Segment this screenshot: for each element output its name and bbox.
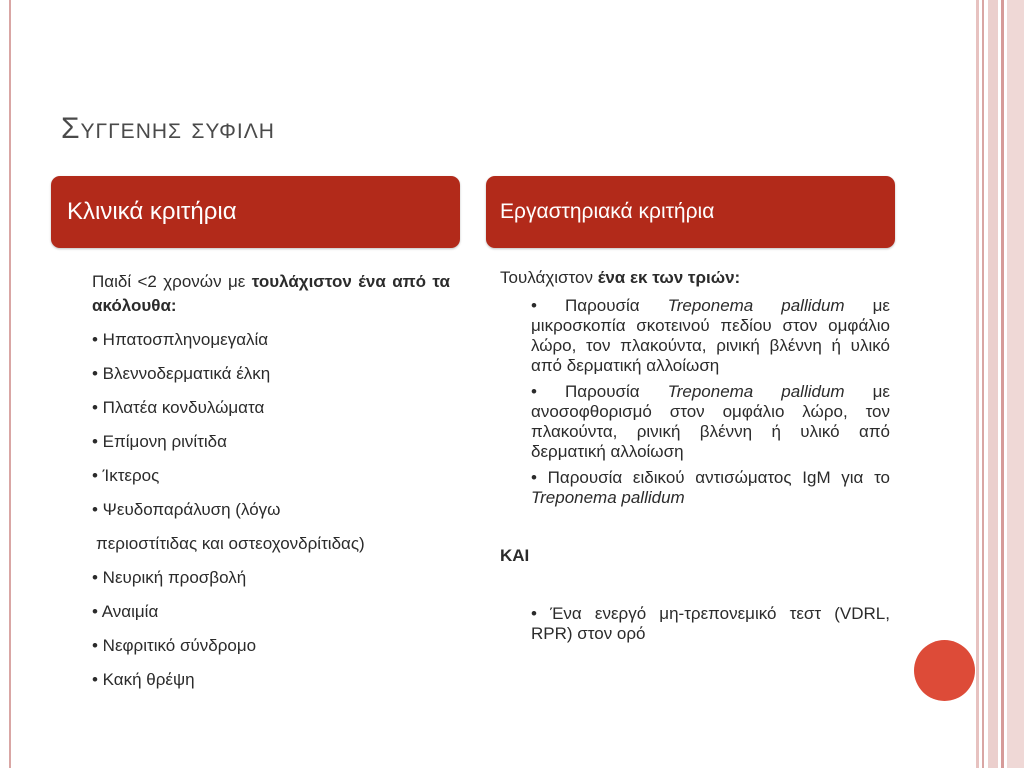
lab-intro-bold: ένα εκ των τριών: (597, 268, 741, 287)
lab-criteria-header-text: Εργαστηριακά κριτήρια (500, 200, 715, 223)
lab-criterion-1 (531, 296, 890, 376)
lab-criterion-1-organism: Treponema pallidum (667, 296, 845, 315)
clinical-intro (92, 270, 450, 318)
clinical-criteria-list (92, 270, 450, 692)
list-item: • Βλεννοδερματικά έλκη (92, 364, 271, 383)
lab-criterion-2-pre: • Παρουσία (531, 382, 668, 401)
lab-criterion-2-organism: Treponema pallidum (667, 382, 845, 401)
lab-criterion-1-post: με μικροσκοπία σκοτεινού πεδίου στον ομφάλιο λώρο, τον πλακούντα, ρινική βλέννη ή υλικό από δερματική αλλοίωση (531, 296, 890, 375)
lab-intro-plain: Τουλάχιστον (500, 268, 598, 287)
lab-criterion-3 (531, 468, 890, 508)
lab-criterion-2-post: με ανοσοφθορισμό στον ομφάλιο λώρο, τον πλακούντα, ρινική βλέννη ή υλικό από δερματική αλλοίωση (531, 382, 890, 461)
clinical-criteria-header (51, 176, 460, 248)
right-frame-stripes (976, 0, 1024, 768)
lab-intro (500, 268, 890, 288)
list-item: • Αναιμία (92, 602, 159, 621)
list-item: • Νευρική προσβολή (92, 568, 247, 587)
lab-criterion-2 (531, 382, 890, 462)
list-item: • Επίμονη ρινίτιδα (92, 432, 227, 451)
list-item: • Ψευδοπαράλυση (λόγω (92, 500, 281, 519)
clinical-intro-bold: τουλάχιστον ένα από τα ακόλουθα: (92, 272, 451, 315)
decorative-circle (914, 640, 975, 701)
lab-criteria-header (486, 176, 895, 248)
lab-criterion-3-organism: Treponema pallidum (531, 488, 685, 507)
list-item: • Ηπατοσπληνομεγαλία (92, 330, 269, 349)
clinical-criteria-header-text: Κλινικά κριτήρια (67, 198, 237, 225)
and-label: ΚΑΙ (500, 546, 530, 565)
non-treponemal-test: • Ένα ενεργό μη-τρεπονεμικό τεστ (VDRL, RPR) στον ορό (531, 604, 890, 643)
list-item: • Ίκτερος (92, 466, 160, 485)
clinical-intro-plain: Παιδί <2 χρονών με (92, 272, 252, 291)
lab-criteria-list (500, 268, 890, 644)
lab-criterion-1-pre: • Παρουσία (531, 296, 668, 315)
list-item: • Νεφριτικό σύνδρομο (92, 636, 257, 655)
slide-title: Συγγενης συφιλη (61, 112, 275, 145)
list-item-continuation: περιοστίτιδας και οστεοχονδρίτιδας) (96, 534, 365, 553)
list-item: • Πλατέα κονδυλώματα (92, 398, 265, 417)
left-frame-line (9, 0, 11, 768)
list-item: • Κακή θρέψη (92, 670, 195, 689)
lab-criterion-3-pre: • Παρουσία ειδικού αντισώματος IgM για το (531, 468, 890, 487)
